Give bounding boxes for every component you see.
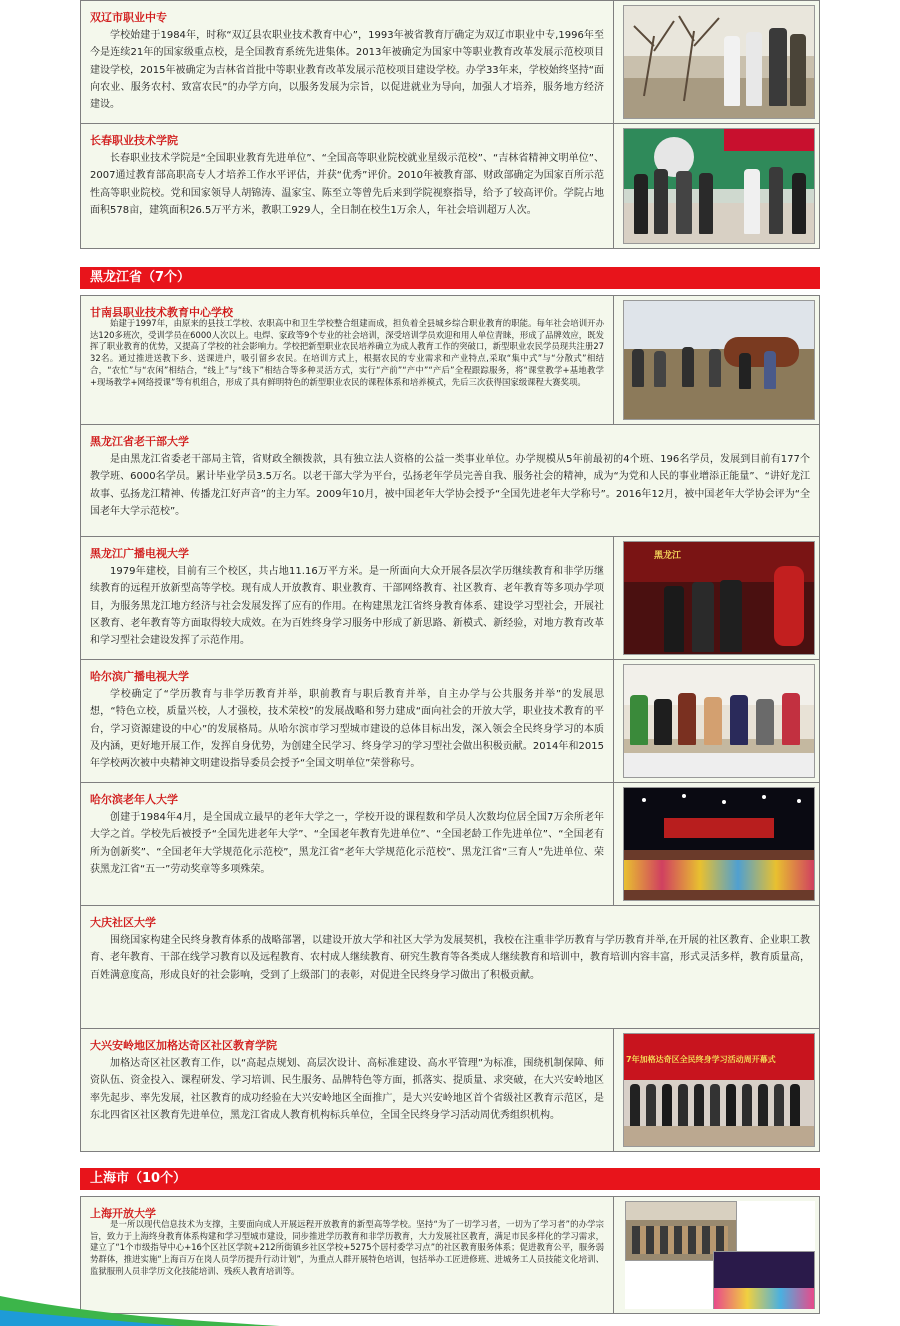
entry-title: 甘南县职业技术教育中心学校 — [90, 306, 233, 319]
entry-body: 创建于1984年4月，是全国成立最早的老年大学之一，学校开设的课程数和学员人次数均位居全国7万余所老年大学之首。学校先后被授予“全国先进老年大学”、“全国老年教育先进单位”、“全国老龄工作先进单位”、“全国老有所为创新奖”、“全国老年大学规范化示范校”，黑龙江省“老年大学规范化示范校”、黑龙江省“三育人”先进单位、荣获黑龙江省“五一”劳动奖章等多项殊荣。 — [90, 812, 604, 875]
entry-body: 是由黑龙江省委老干部局主管，省财政全额拨款，具有独立法人资格的公益一类事业单位。办学规模从5年前最初的4个班、196名学员，发展到目前有177个教学班、6000名学员。累计毕业学员3.5万名。以老干部大学为平台，弘扬老年学员完善自我、服务社会的精神，成为“为党和人民的事业增添正能量”、“讲好龙江故事、弘扬龙江精神、传播龙江好声音”的主力军。2009年10月，被中国老年大学协会授予“全国先进老年大学称号”。2016年12月，被中国老年大学协会评为“全国老年大学示范校”。 — [90, 454, 810, 517]
entry-harbin-radio-tv-univ — [80, 659, 820, 783]
divider — [613, 124, 614, 248]
divider — [613, 537, 614, 659]
divider — [613, 783, 614, 905]
entry-hlj-veteran-cadre-univ — [80, 424, 820, 537]
entry-title: 大庆社区大学 — [90, 916, 156, 929]
entry-changchun-vocational — [80, 123, 820, 249]
photo-sign-text: 黑龙江 — [654, 551, 682, 561]
divider — [613, 1029, 614, 1151]
divider — [613, 1197, 614, 1313]
decorative-swoosh — [0, 1286, 280, 1326]
entry-harbin-senior-univ — [80, 782, 820, 906]
entry-title: 大兴安岭地区加格达奇区社区教育学院 — [90, 1039, 277, 1052]
entry-title: 黑龙江省老干部大学 — [90, 435, 189, 448]
entry-body: 学校确定了“学历教育与非学历教育并举，职前教育与职后教育并举，自主办学与公共服务并举”的发展思想，“特色立校，质量兴校，人才强校，技术荣校”的发展战略和努力建成“面向社会的开放大学，职业技术教育的平台，学习资源建设的中心”的发展格局。从哈尔滨市学习型城市建设的总体目标出发，深入领会全民终身学习的本质及内涵，更好地开展工作，发挥自身优势，为创建全民学习、终身学习的学习型社会做出积极贡献。2014年和2015年学校两次被中央精神文明建设指导委员会授予“全国文明单位”荣誉称号。 — [90, 689, 604, 770]
entry-title: 上海开放大学 — [90, 1207, 156, 1220]
entry-body: 加格达奇区社区教育工作，以“高起点规划、高层次设计、高标准建设、高水平管理”为标准，围绕机制保障、师资队伍、资金投入、课程研发、学习培训、民生服务、品牌特色等方面，抓落实、提质量、求突破，在大兴安岭地区率先起步、率先发展，社区教育的成功经验在大兴安岭地区全面推广，是大兴安岭地区首个省级社区教育示范区，是东北四省区社区教育先进单位，黑龙江省成人教育机构标兵单位，全国全民终身学习活动周优秀组织机构。 — [90, 1058, 604, 1121]
entry-title: 长春职业技术学院 — [90, 134, 178, 147]
entry-body: 围绕国家构建全民终身教育体系的战略部署，以建设开放大学和社区大学为发展契机，我校在注重非学历教育与学历教育并举,在开展的社区教育、企业职工教育、老年教育、干部在线学习教育以及远程教育、农村成人继续教育、研究生教育等各类成人继续教育和培训中，教育培训内容丰富，形式灵活多样，教育质量高，百姓满意度高，形成良好的社会影响，受到了上级部门的表彰，对促进全民终身学习做出了积极贡献。 — [90, 935, 810, 981]
divider — [613, 660, 614, 782]
entry-body: 长春职业技术学院是“全国职业教育先进单位”、“全国高等职业院校就业星级示范校”、“吉林省精神文明单位”、2007通过教育部高职高专人才培养工作水平评估，并获“优秀”评价。2010年被教育部、财政部确定为国家百所示范性高等职业院校。党和国家领导人胡锦涛、温家宝、陈至立等曾先后来到学院视察指导，给予了较高评价。学院占地面积578亩，建筑面积26.5万平方米，教职工929人，全日制在校生1万余人，年社会培训超万人次。 — [90, 153, 604, 216]
photo-orchard-inspection — [623, 5, 815, 119]
photo-ceremony-stage — [623, 541, 815, 655]
entry-body: 学校始建于1984年，时称“双辽县农职业技术教育中心”，1993年被省教育厅确定为双辽市职业中专,1996年至今是连续21年的国家级重点校，是全国教育系统先进集体。2013年被确定为国家中等职业教育改革发展示范校项目建设学校，2015年被确定为吉林省首批中等职业教育改革发展示范校项目建设学校。办学33年来，学校始终坚持“面向农业、服务农村、致富农民”的办学方向，以服务发展为宗旨，以促进就业为导向，加强人才培养，服务地方经济建设。 — [90, 30, 604, 111]
entry-daqing-community-univ — [80, 905, 820, 1029]
photo-stage-performance — [623, 787, 815, 901]
entry-gannan-vocational — [80, 295, 820, 425]
entry-title: 双辽市职业中专 — [90, 11, 167, 24]
divider — [613, 1, 614, 123]
entry-hlj-radio-tv-univ — [80, 536, 820, 660]
photo-calligraphy-class — [623, 664, 815, 778]
photo-field-training — [623, 300, 815, 420]
photo-banner-text: 7年加格达奇区全民终身学习活动周开幕式 — [626, 1055, 776, 1064]
divider — [613, 296, 614, 424]
content-column — [80, 0, 820, 1314]
photo-classroom-and-performance — [625, 1201, 815, 1309]
section-header-heilongjiang: 黑龙江省（7个） — [80, 267, 820, 289]
photo-opening-ceremony — [623, 1033, 815, 1147]
entry-body: 始建于1997年，由原来的县技工学校、农职高中和卫生学校整合组建而成，担负着全县城乡综合职业教育的职能。每年社会培训开办达120多班次，受训学员在6000人次以上。电焊、家政等9个专业的社会培训，深受培训学员欢迎和用人单位青睐，形成了品牌效应，既发挥了职业教育的优势，又提高了学校的社会影响力。学校把新型职业农民培养确立为成人教育工作的突破口，新型职业农民学员现共注册2732名。通过推进送教下乡、送课进户，吸引留乡农民。在培训方式上，根据农民的专业需求和产业特点,采取“集中式”与“分散式”相结合，“农忙”与“农闲”相结合，“线上”与“线下”相结合等多种灵活方式，实行“产前”“产中”“产后”全程跟踪服务，将“课堂教学+基地教学+现场教学+网络授课”等有机组合，形成了具有鲜明特色的新型职业农民的课程体系和培养模式，先后三次获得国家级课程大赛奖项。 — [90, 318, 604, 387]
entry-title: 哈尔滨老年人大学 — [90, 793, 178, 806]
entry-title: 黑龙江广播电视大学 — [90, 547, 189, 560]
entry-body: 1979年建校，目前有三个校区，共占地11.16万平方米。是一所面向大众开展各层次学历继续教育和非学历继续教育的远程开放新型高等学校。现有成人开放教育、职业教育、干部网络教育、社区教育、老年教育等多项办学项目，为服务黑龙江地方经济与社会发展发挥了应有的作用。在构建黑龙江省终身教育体系、建设学习型社会，开展社区教育、老年教育等方面取得较大成效。在为百姓终身学习服务中形成了新思路、新模式、新经验，对地方教育改革和学习型社会建设发挥了示范作用。 — [90, 566, 604, 647]
entry-jiagedaqi-community-college — [80, 1028, 820, 1152]
entry-body: 是一所以现代信息技术为支撑，主要面向成人开展远程开放教育的新型高等学校。坚持“为了一切学习者，一切为了学习者”的办学宗旨，致力于上海终身教育体系构建和学习型城市建设，同步推进学历教育和非学历教育，大力发展社区教育，满足市民多样化的学习需求，建立了“1个市级指导中心+16个区社区学院+212所街镇乡社区学校+5275个居村委学习点”的社区教育服务体系；促进教育公平，服务弱势群体，推进实施“上海百万在岗人员学历提升行动计划”，为重点人群开展特色培训，包括举办工匠进修班、进城务工人员技能文化培训、监狱服刑人员非学历文化技能培训、残疾人教育培训等。 — [90, 1219, 604, 1276]
entry-shuangliao-vocational — [80, 0, 820, 124]
entry-title: 哈尔滨广播电视大学 — [90, 670, 189, 683]
photo-campus-visit — [623, 128, 815, 244]
section-header-shanghai: 上海市（10个） — [80, 1168, 820, 1190]
